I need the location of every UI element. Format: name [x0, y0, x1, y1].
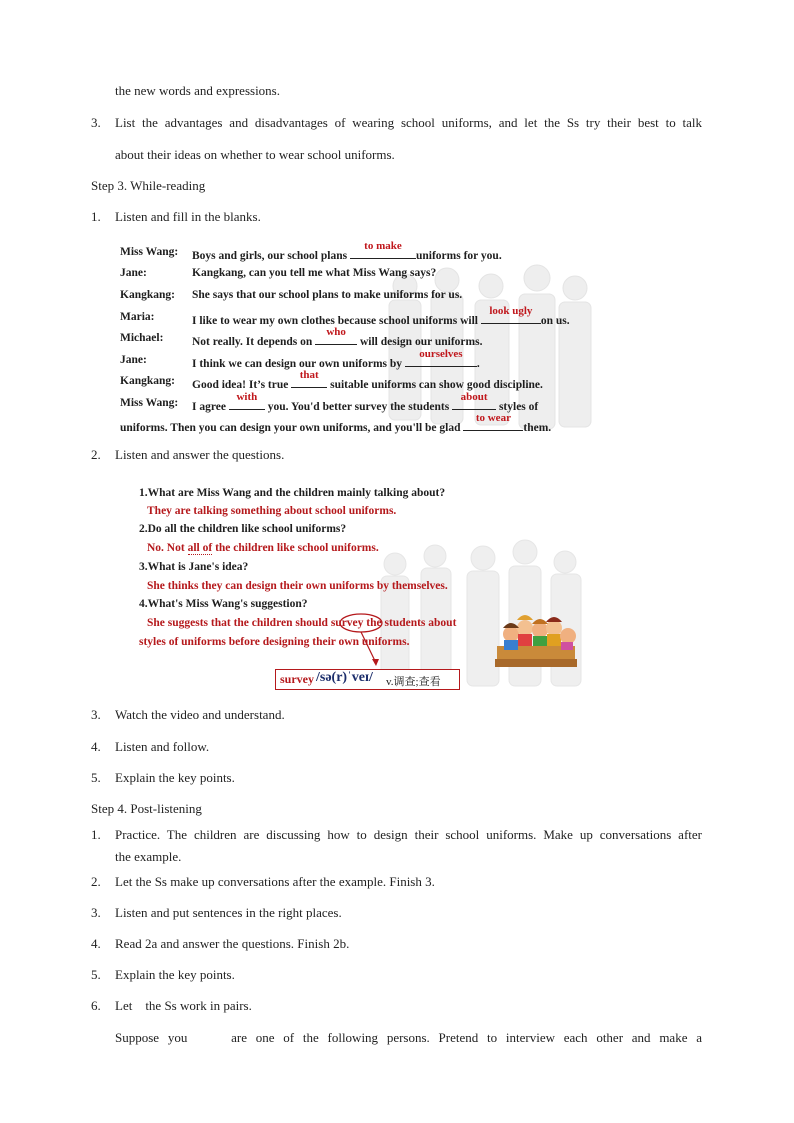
- list-number: 4.: [91, 936, 101, 951]
- list-item-text: Practice. The children are discussing how to design their school uniforms. Make up conversations after: [115, 827, 702, 842]
- blank-answer: to make: [350, 245, 416, 259]
- list-item-text: List the advantages and disadvantages of wearing school uniforms, and let the Ss try their best to talk: [115, 115, 702, 130]
- list-number: 4.: [91, 739, 101, 754]
- dialogue-line: Kangkang, can you tell me what Miss Wang says?: [192, 267, 437, 279]
- blank-answer: about: [452, 396, 496, 410]
- answer: styles of uniforms before designing their own uniforms.: [139, 636, 410, 648]
- vocab-word: survey: [280, 672, 314, 686]
- list-number: 1.: [91, 827, 101, 842]
- list-item-text: Listen and fill in the blanks.: [115, 209, 261, 224]
- question: 2.Do all the children like school uniforms?: [139, 523, 347, 535]
- step-heading: Step 3. While-reading: [91, 178, 206, 193]
- dialogue-speaker: Kangkang:: [120, 375, 175, 387]
- answer: They are talking something about school uniforms.: [147, 505, 397, 517]
- question: 4.What's Miss Wang's suggestion?: [139, 598, 308, 610]
- dialogue-line: I think we can design our own uniforms by ourselves .: [192, 348, 480, 370]
- dialogue-line: Good idea! It’s true that suitable uniforms can show good discipline.: [192, 369, 543, 391]
- blank-answer: who: [315, 331, 357, 345]
- dialogue-figure: [113, 236, 593, 439]
- questions-figure: [133, 478, 583, 691]
- dialogue-speaker: Maria:: [120, 311, 155, 323]
- dialogue-speaker: Miss Wang:: [120, 397, 179, 409]
- intro-line: the new words and expressions.: [115, 83, 280, 98]
- blank-answer: look ugly: [481, 310, 541, 324]
- list-number: 3.: [91, 707, 101, 722]
- dialogue-line: I like to wear my own clothes because school uniforms will look ugly on us.: [192, 305, 570, 327]
- list-number: 5.: [91, 967, 101, 982]
- question: 1.What are Miss Wang and the children mainly talking about?: [139, 487, 446, 499]
- blank-answer: ourselves: [405, 353, 477, 367]
- answer: She thinks they can design their own uniforms by themselves.: [147, 580, 448, 592]
- list-item-text: Listen and put sentences in the right places.: [115, 905, 342, 920]
- dialogue-speaker: Michael:: [120, 332, 164, 344]
- blank-answer: that: [291, 374, 327, 388]
- list-item-text: Let the Ss make up conversations after the example. Finish 3.: [115, 874, 435, 889]
- dialogue-line: uniforms. Then you can design your own uniforms, and you'll be glad to wear them.: [120, 412, 552, 434]
- list-item-text: Watch the video and understand.: [115, 707, 285, 722]
- arrow-line: [361, 632, 376, 663]
- circle-annotation: [340, 614, 382, 632]
- list-item-text: Explain the key points.: [115, 967, 235, 982]
- list-number: 2.: [91, 447, 101, 462]
- list-item-text: Read 2a and answer the questions. Finish 2b.: [115, 936, 350, 951]
- dialogue-speaker: Jane:: [120, 267, 147, 279]
- dialogue-speaker: Kangkang:: [120, 289, 175, 301]
- list-number: 3.: [91, 905, 101, 920]
- question: 3.What is Jane's idea?: [139, 561, 249, 573]
- answer: She suggests that the children should survey the students about: [147, 617, 457, 629]
- children-cartoon-image: [495, 615, 577, 667]
- step-heading: Step 4. Post-listening: [91, 801, 202, 816]
- dialogue-line: I agree with you. You'd better survey the students about styles of: [192, 391, 539, 413]
- answer: No. Not all of the children like school uniforms.: [147, 542, 379, 554]
- dialogue-line: She says that our school plans to make uniforms for us.: [192, 289, 463, 301]
- blank-answer: with: [229, 396, 265, 410]
- paragraph-text: Suppose you are one of the following persons. Pretend to interview each other and make a: [115, 1030, 702, 1045]
- list-item-text: about their ideas on whether to wear school uniforms.: [115, 147, 395, 162]
- dialogue-speaker: Jane:: [120, 354, 147, 366]
- list-number: 1.: [91, 209, 101, 224]
- arrow-head: [372, 659, 379, 666]
- list-number: 5.: [91, 770, 101, 785]
- list-item-text: Listen and answer the questions.: [115, 447, 285, 462]
- vocabulary-box: [275, 669, 460, 690]
- dialogue-speaker: Miss Wang:: [120, 246, 179, 258]
- dialogue-line: Not really. It depends on who will design our uniforms.: [192, 326, 483, 348]
- list-number: 3.: [91, 115, 101, 130]
- list-item-text: Explain the key points.: [115, 770, 235, 785]
- list-item-text: the example.: [115, 849, 182, 864]
- dialogue-line: Boys and girls, our school plans to make uniforms for you.: [192, 240, 502, 262]
- list-number: 6.: [91, 998, 101, 1013]
- list-number: 2.: [91, 874, 101, 889]
- list-item-text: Let the Ss work in pairs.: [115, 998, 252, 1013]
- vocab-phonetic: /sə(r)ˈveɪ/: [316, 670, 373, 685]
- blank-answer: to wear: [463, 417, 523, 431]
- annotation-overlay: [133, 478, 583, 691]
- list-item-text: Listen and follow.: [115, 739, 210, 754]
- vocab-meaning: v.调查;查看: [386, 676, 441, 688]
